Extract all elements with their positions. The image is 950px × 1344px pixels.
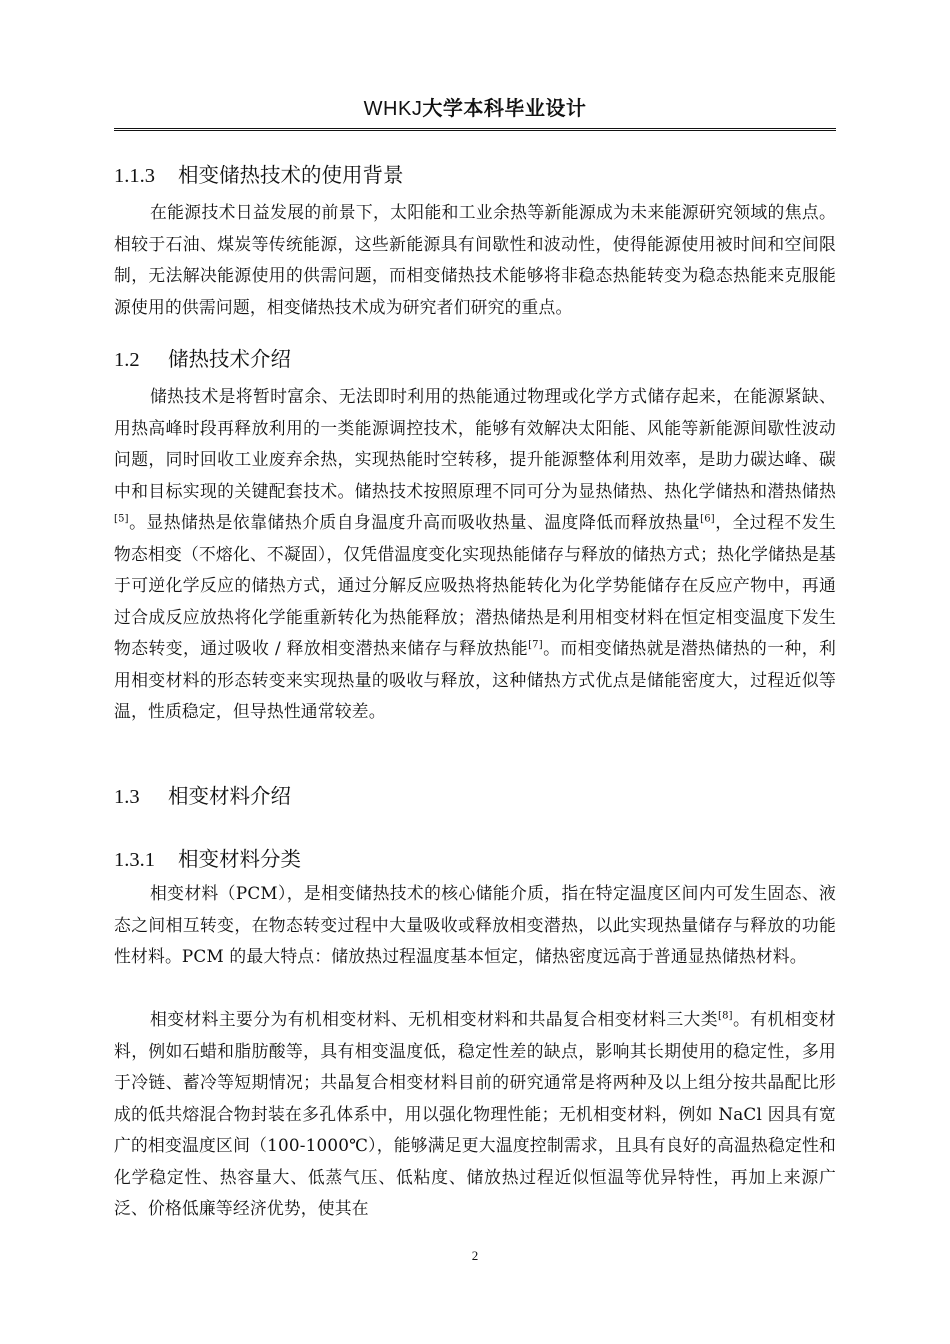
citation: [7] bbox=[528, 639, 543, 651]
section-number: 1.1.3 bbox=[114, 165, 155, 187]
paragraph: 储热技术是将暂时富余、无法即时利用的热能通过物理或化学方式储存起来，在能源紧缺、用热高峰时段再释放利用的一类能源调控技术，能够有效解决太阳能、风能等新能源间歇性波动问题，同时回收工业废弃余热，实现热能时空转移，提升能源整体利用效率，是助力碳达峰、碳中和目标实现的关键配套技术。储热技术按照原理不同可分为显热储热、热化学储热和潜热储热[5]。显热储热是依靠储热介质自身温度升高而吸收热量、温度降低而释放热量[6]，全过程不发生物态相变（不熔化、不凝固），仅凭借温度变化实现热能储存与释放的储热方式；热化学储热是基于可逆化学反应的储热方式，通过分解反应吸热将热能转化为化学势能储存在反应产物中，再通过合成反应放热将化学能重新转化为热能释放；潜热储热是利用相变材料在恒定相变温度下发生物态转变，通过吸收 / 释放相变潜热来储存与释放热能[7]。而相变储热就是潜热储热的一种，利用相变材料的形态转变来实现热量的吸收与释放，这种储热方式优点是储能密度大，过程近似等温，性质稳定，但导热性通常较差。 bbox=[114, 386, 836, 721]
citation: [5] bbox=[114, 513, 129, 525]
section-heading-1-1-3 bbox=[114, 158, 404, 188]
paragraph: 在能源技术日益发展的前景下，太阳能和工业余热等新能源成为未来能源研究领域的焦点。相较于石油、煤炭等传统能源，这些新能源具有间歇性和波动性，使得能源使用被时间和空间限制，无法解决能源使用的供需问题，而相变储热技术能够将非稳态热能转变为稳态热能来克服能源使用的供需问题，相变储热技术成为研究者们研究的重点。 bbox=[114, 202, 836, 317]
citation: [6] bbox=[700, 513, 715, 525]
section-title: 相变材料分类 bbox=[178, 847, 301, 871]
citation: [8] bbox=[717, 1010, 733, 1022]
section-heading-1-3 bbox=[114, 779, 291, 809]
running-header bbox=[0, 92, 950, 121]
paragraph: 相变材料主要分为有机相变材料、无机相变材料和共晶复合相变材料三大类[8]。有机相变材料，例如石蜡和脂肪酸等，具有相变温度低，稳定性差的缺点，影响其长期使用的稳定性，多用于冷链、蓄冷等短期情况；共晶复合相变材料目前的研究通常是将两种及以上组分按共晶配比形成的低共熔混合物封装在多孔体系中，用以强化物理性能；无机相变材料，例如 NaCl 因具有宽广的相变温度区间（100-1000℃），能够满足更大温度控制需求，且具有良好的高温热稳定性和化学稳定性、热容量大、低蒸气压、低粘度、储放热过程近似恒温等优异特性，再加上来源广泛、价格低廉等经济优势，使其在 bbox=[114, 1009, 837, 1218]
page-number: 2 bbox=[471, 1248, 479, 1263]
paragraph: 相变材料（PCM），是相变储热技术的核心储能介质，指在特定温度区间内可发生固态、液态之间相互转变，在物态转变过程中大量吸收或释放相变潜热，以此实现热量储存与释放的功能性材料。PCM 的最大特点：储放热过程温度基本恒定，储热密度远高于普通显热储热材料。 bbox=[114, 883, 836, 966]
section-number: 1.2 bbox=[114, 349, 140, 371]
section-heading-1-2 bbox=[114, 342, 291, 372]
section-title: 相变储热技术的使用背景 bbox=[178, 163, 404, 187]
section-heading-1-3-1 bbox=[114, 842, 301, 872]
header-school-code: WHKJ bbox=[363, 98, 423, 120]
section-number: 1.3.1 bbox=[114, 849, 155, 871]
header-rule bbox=[114, 128, 836, 131]
section-title: 储热技术介绍 bbox=[168, 347, 291, 371]
section-title: 相变材料介绍 bbox=[168, 784, 291, 808]
section-number: 1.3 bbox=[114, 786, 140, 808]
header-title: 大学本科毕业设计 bbox=[422, 96, 587, 120]
